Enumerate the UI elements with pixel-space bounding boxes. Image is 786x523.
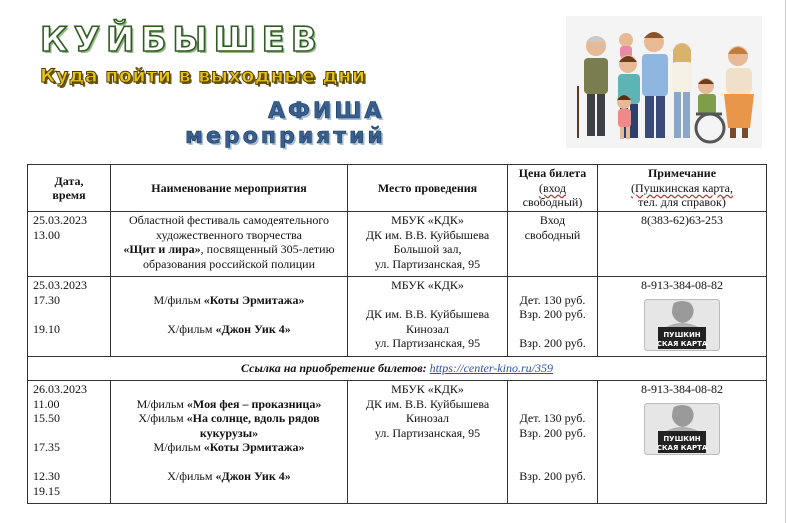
row1-venue: МБУК «КДК» ДК им. В.В. Куйбышева Большой зал, ул. Партизанская, 95 <box>348 212 508 277</box>
row2-event-name: М/фильм «Коты Эрмитажа» Х/фильм «Джон Уик 4» <box>111 277 348 357</box>
table-row <box>28 212 767 277</box>
family-illustration <box>566 16 762 148</box>
header-venue: Место проведения <box>348 165 508 212</box>
table-header-row <box>28 165 767 212</box>
row2-venue: МБУК «КДК» ДК им. В.В. Куйбышева Кинозал ул. Партизанская, 95 <box>348 277 508 357</box>
city-title: КУЙБЫШЕВ <box>40 20 323 60</box>
pushkin-card-logo <box>644 403 720 455</box>
afisha-title: АФИША <box>268 99 385 124</box>
row3-event-name: М/фильм «Моя фея – проказница» Х/фильм «На солнце, вдоль рядов кукурузы» М/фильм «Коты Эрмитажа» Х/фильм «Джон Уик 4» <box>111 381 348 504</box>
svg-text:ПУШКИН: ПУШКИН <box>663 330 701 339</box>
afisha-subtitle: мероприятий <box>185 124 386 149</box>
svg-text:СКАЯ КАРТА: СКАЯ КАРТА <box>656 443 708 452</box>
header-date: Дата, время <box>28 165 111 212</box>
row2-price: Дет. 130 руб. Взр. 200 руб. Взр. 200 руб. <box>508 277 598 357</box>
svg-text:СКАЯ КАРТА: СКАЯ КАРТА <box>656 339 708 348</box>
row3-price: Дет. 130 руб. Взр. 200 руб. Взр. 200 руб. <box>508 381 598 504</box>
subtitle: Куда пойти в выходные дни <box>40 65 366 87</box>
row3-note: 8-913-384-08-82 ПУШКИН СКАЯ КАРТА <box>598 381 767 504</box>
header-note: Примечание (Пушкинская карта, тел. для справок) <box>598 165 767 212</box>
table-row <box>28 381 767 504</box>
row2-date: 25.03.2023 17.30 19.10 <box>28 277 111 357</box>
ticket-link-row <box>28 357 767 381</box>
row1-date: 25.03.2023 13.00 <box>28 212 111 277</box>
table-row <box>28 277 767 357</box>
header-name: Наименование мероприятия <box>111 165 348 212</box>
row3-venue: МБУК «КДК» ДК им. В.В. Куйбышева Кинозал ул. Партизанская, 95 <box>348 381 508 504</box>
svg-text:ПУШКИН: ПУШКИН <box>663 434 701 443</box>
ticket-link-cell <box>28 357 767 381</box>
header-price: Цена билета (вход свободный) <box>508 165 598 212</box>
row1-note: 8(383-62)63-253 <box>598 212 767 277</box>
events-table <box>27 164 767 504</box>
ticket-link[interactable]: https://center-kino.ru/359 <box>429 361 553 376</box>
row1-event-name: Областной фестиваль самодеятельного художественного творчества «Щит и лира», посвященный 305-летию образования российской полиции <box>111 212 348 277</box>
row1-price: Вход свободный <box>508 212 598 277</box>
row3-date: 26.03.2023 11.00 15.50 17.35 12.30 19.15 <box>28 381 111 504</box>
row2-note: 8-913-384-08-82 ПУШКИН СКАЯ КАРТА <box>598 277 767 357</box>
ticket-link-label: Ссылка на приобретение билетов: <box>241 361 430 376</box>
pushkin-card-logo <box>644 299 720 351</box>
